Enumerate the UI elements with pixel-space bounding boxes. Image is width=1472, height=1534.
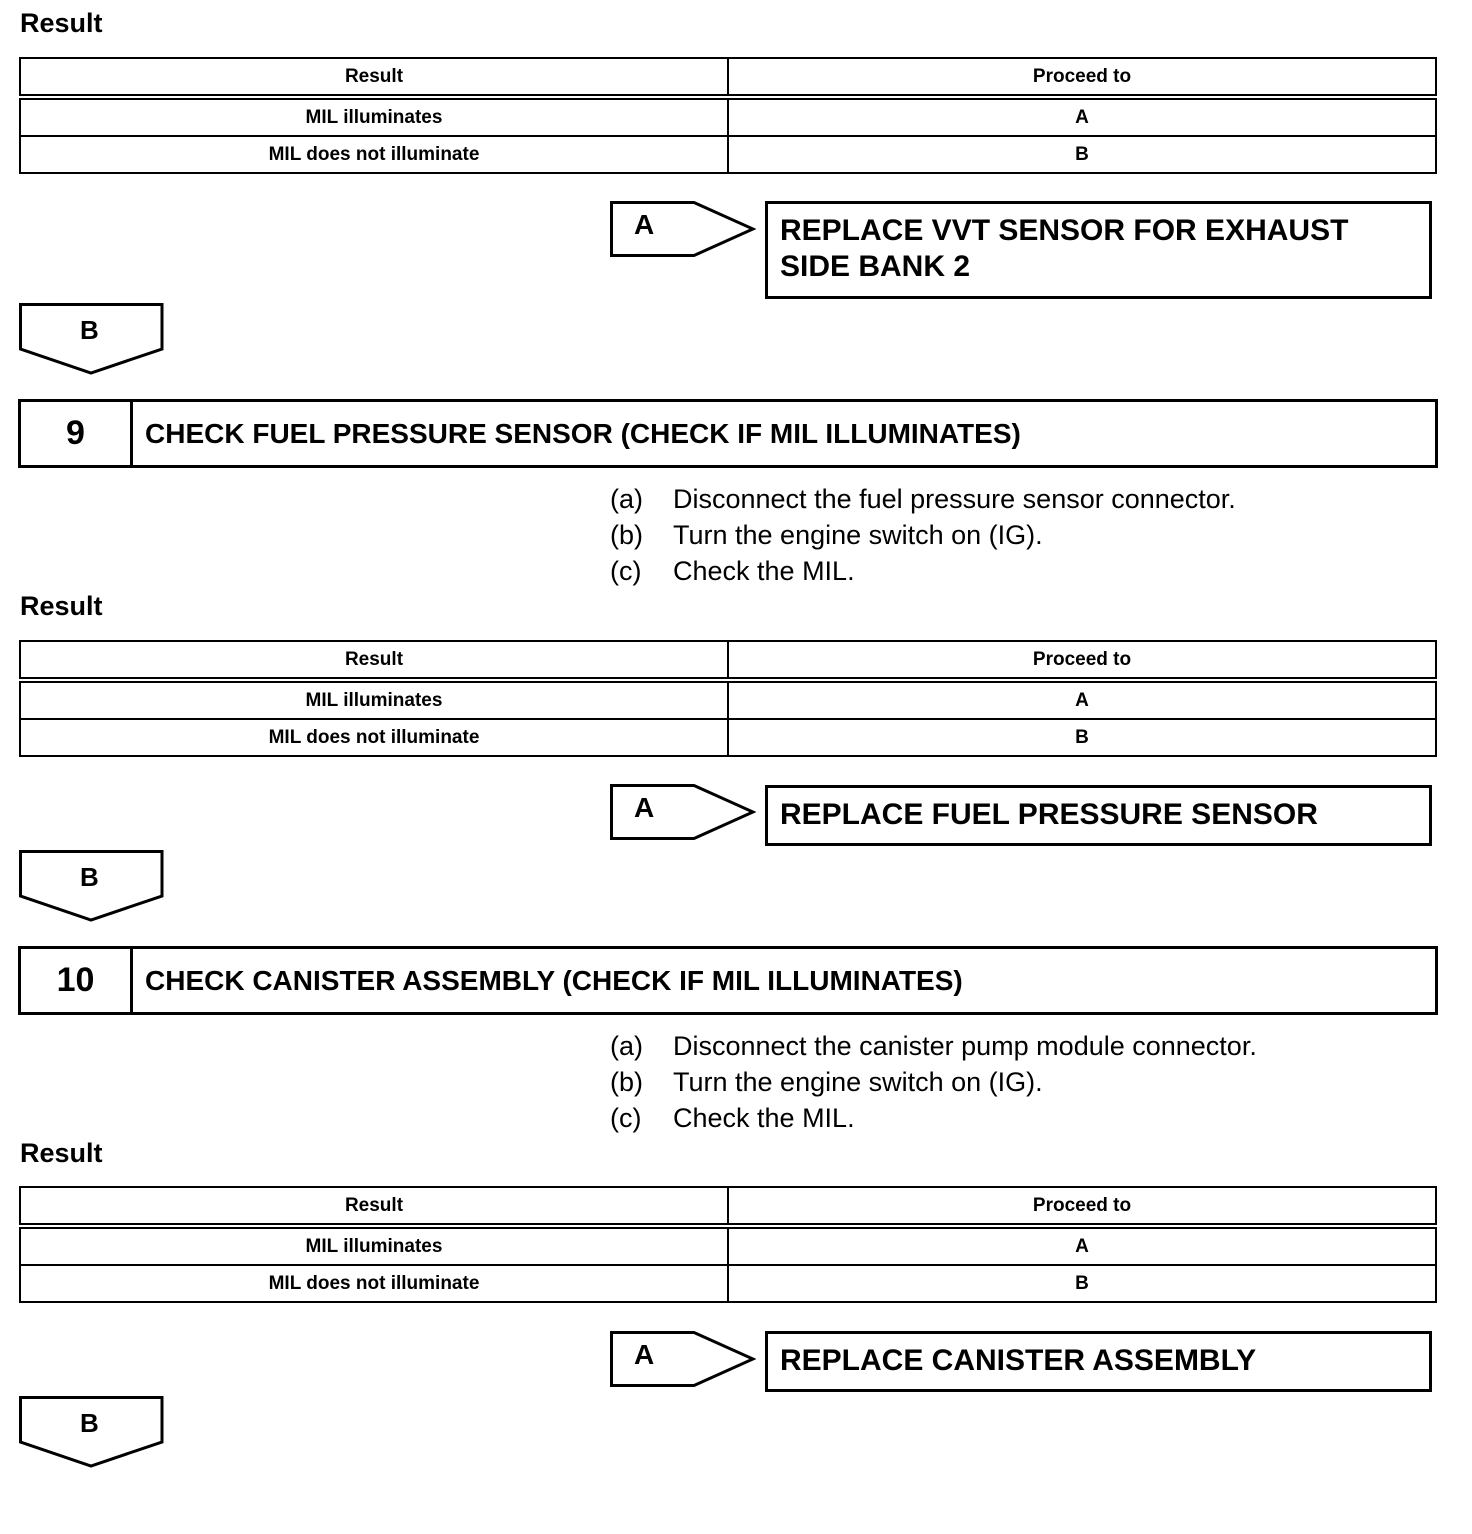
step-text: Disconnect the fuel pressure sensor connector. bbox=[673, 484, 1236, 514]
instruction-item bbox=[610, 553, 1236, 589]
arrow-a-label: A bbox=[634, 1339, 655, 1370]
arrow-a bbox=[610, 201, 756, 257]
result-label: Result bbox=[20, 8, 103, 38]
arrow-a-label: A bbox=[634, 209, 655, 240]
instruction-item bbox=[610, 1100, 1257, 1136]
header-proceed: Proceed to bbox=[728, 58, 1436, 97]
table-row bbox=[20, 97, 1436, 136]
result-table bbox=[19, 640, 1437, 757]
arrow-b-label: B bbox=[80, 1408, 99, 1438]
instruction-item bbox=[610, 517, 1236, 553]
step-text: Disconnect the canister pump module connector. bbox=[673, 1031, 1257, 1061]
step-header bbox=[18, 399, 1438, 468]
cell: MIL does not illuminate bbox=[20, 136, 728, 173]
table-row bbox=[20, 1226, 1436, 1265]
step-number: 9 bbox=[21, 402, 133, 465]
instructions bbox=[610, 481, 1236, 589]
step-key: (c) bbox=[610, 1103, 642, 1133]
step-title: CHECK CANISTER ASSEMBLY (CHECK IF MIL ILLUMINATES) bbox=[145, 964, 963, 996]
action-box: REPLACE CANISTER ASSEMBLY bbox=[765, 1331, 1432, 1392]
arrow-a bbox=[610, 784, 756, 840]
table-row bbox=[20, 136, 1436, 173]
table-row bbox=[20, 1265, 1436, 1302]
step-key: (c) bbox=[610, 556, 642, 586]
cell: MIL does not illuminate bbox=[20, 1265, 728, 1302]
cell: A bbox=[728, 97, 1436, 136]
cell: B bbox=[728, 719, 1436, 756]
header-result: Result bbox=[20, 58, 728, 97]
step-text: Turn the engine switch on (IG). bbox=[673, 520, 1043, 550]
result-label: Result bbox=[20, 591, 103, 621]
step-text: Check the MIL. bbox=[673, 556, 855, 586]
cell: A bbox=[728, 1226, 1436, 1265]
cell: MIL illuminates bbox=[20, 680, 728, 719]
step-key: (a) bbox=[610, 1031, 643, 1061]
step-key: (a) bbox=[610, 484, 643, 514]
arrow-b bbox=[19, 303, 164, 375]
action-box bbox=[765, 201, 1432, 299]
step-number: 10 bbox=[21, 949, 133, 1012]
header-proceed: Proceed to bbox=[728, 641, 1436, 680]
cell: MIL illuminates bbox=[20, 1226, 728, 1265]
cell: MIL does not illuminate bbox=[20, 719, 728, 756]
result-table bbox=[19, 57, 1437, 174]
cell: B bbox=[728, 136, 1436, 173]
arrow-b bbox=[19, 850, 164, 922]
arrow-b-label: B bbox=[80, 315, 99, 345]
cell: A bbox=[728, 680, 1436, 719]
step-text: Check the MIL. bbox=[673, 1103, 855, 1133]
header-result: Result bbox=[20, 641, 728, 680]
arrow-a-label: A bbox=[634, 792, 655, 823]
arrow-a bbox=[610, 1331, 756, 1387]
action-line: SIDE BANK 2 bbox=[780, 250, 971, 283]
result-table bbox=[19, 1186, 1437, 1303]
instructions bbox=[610, 1028, 1257, 1136]
table-row bbox=[20, 680, 1436, 719]
header-proceed: Proceed to bbox=[728, 1187, 1436, 1226]
action-line: REPLACE VVT SENSOR FOR EXHAUST bbox=[780, 214, 1349, 247]
step-key: (b) bbox=[610, 520, 643, 550]
result-label: Result bbox=[20, 1138, 103, 1168]
cell: B bbox=[728, 1265, 1436, 1302]
action-box: REPLACE FUEL PRESSURE SENSOR bbox=[765, 785, 1432, 846]
instruction-item bbox=[610, 1028, 1257, 1064]
arrow-b bbox=[19, 1396, 164, 1468]
step-key: (b) bbox=[610, 1067, 643, 1097]
table-row bbox=[20, 719, 1436, 756]
instruction-item bbox=[610, 481, 1236, 517]
instruction-item bbox=[610, 1064, 1257, 1100]
step-header bbox=[18, 946, 1438, 1015]
cell: MIL illuminates bbox=[20, 97, 728, 136]
header-result: Result bbox=[20, 1187, 728, 1226]
step-text: Turn the engine switch on (IG). bbox=[673, 1067, 1043, 1097]
step-title: CHECK FUEL PRESSURE SENSOR (CHECK IF MIL ILLUMINATES) bbox=[145, 417, 1021, 449]
arrow-b-label: B bbox=[80, 862, 99, 892]
